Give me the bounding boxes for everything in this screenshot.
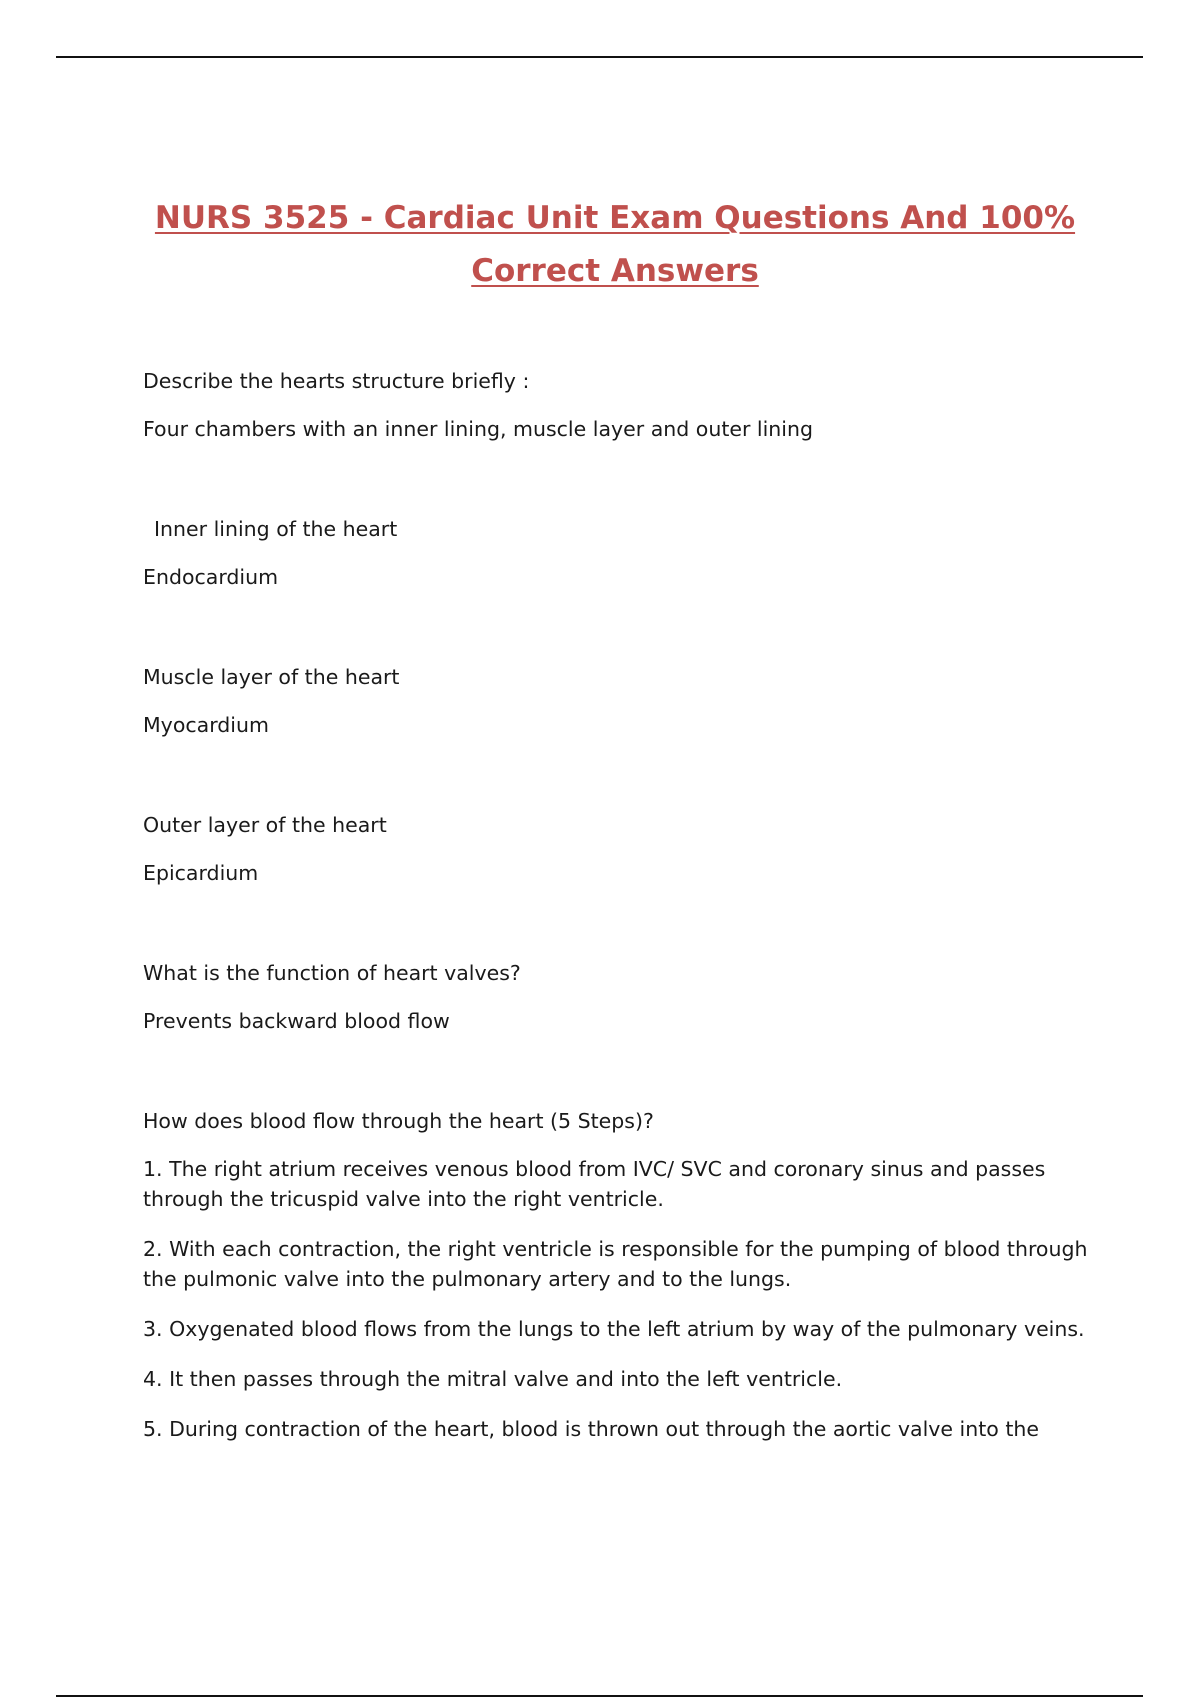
qa-item (143, 366, 1093, 444)
question-text: Describe the hearts structure briefly : (143, 369, 530, 393)
question-text: Muscle layer of the heart (143, 665, 400, 689)
answer-text: Endocardium (143, 565, 279, 589)
document-title (120, 192, 1110, 298)
answer-text: Myocardium (143, 713, 269, 737)
qa-item-blood-flow (143, 1106, 1093, 1444)
answer-text: Prevents backward blood flow (143, 1009, 450, 1033)
top-rule (56, 56, 1143, 58)
title-line-2: Correct Answers (471, 253, 759, 289)
step-item: 5. During contraction of the heart, blood is thrown out through the aortic valve into the (143, 1417, 1039, 1441)
qa-item (143, 662, 1093, 740)
step-item: 1. The right atrium receives venous blood from IVC/ SVC and coronary sinus and passes through the tricuspid valve into the right ventricle. (143, 1157, 1046, 1211)
question-text: How does blood flow through the heart (5 Steps)? (143, 1109, 654, 1133)
blood-flow-steps (143, 1154, 1093, 1444)
bottom-rule (56, 1695, 1143, 1697)
qa-item (143, 810, 1093, 888)
qa-item (143, 958, 1093, 1036)
step-item: 4. It then passes through the mitral valve and into the left ventricle. (143, 1367, 843, 1391)
question-text: Inner lining of the heart (154, 517, 398, 541)
document-body (143, 366, 1093, 1464)
step-item: 3. Oxygenated blood flows from the lungs to the left atrium by way of the pulmonary veins. (143, 1317, 1085, 1341)
answer-text: Four chambers with an inner lining, muscle layer and outer lining (143, 417, 814, 441)
qa-item (143, 514, 1093, 592)
answer-text: Epicardium (143, 861, 259, 885)
question-text: Outer layer of the heart (143, 813, 387, 837)
question-text: What is the function of heart valves? (143, 961, 521, 985)
title-line-1: NURS 3525 - Cardiac Unit Exam Questions And 100% (154, 200, 1076, 236)
step-item: 2. With each contraction, the right ventricle is responsible for the pumping of blood through the pulmonic valve into the pulmonary artery and to the lungs. (143, 1237, 1088, 1291)
